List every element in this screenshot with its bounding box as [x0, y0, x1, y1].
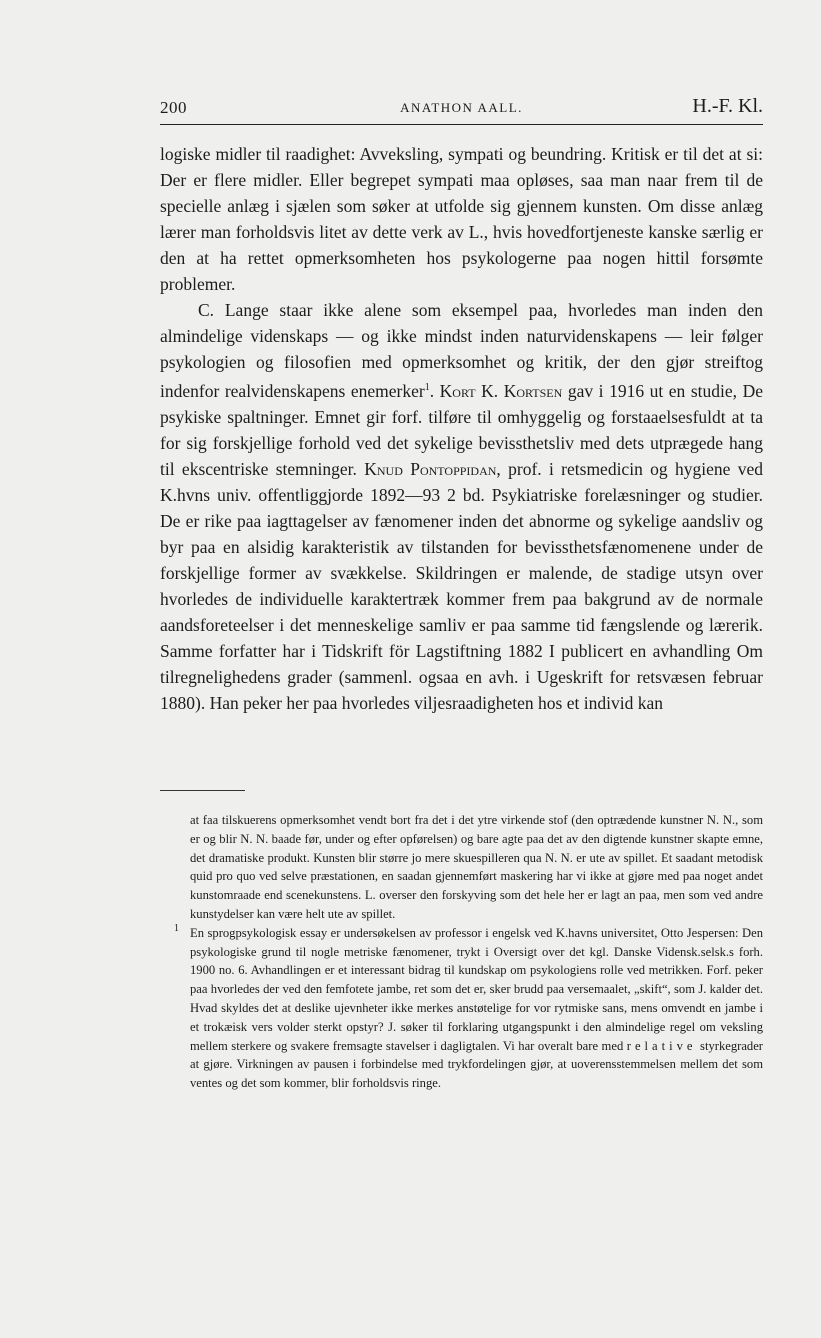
author-name-kortsen: Kort K. Kortsen: [439, 380, 563, 401]
section-mark: H.-F. Kl.: [692, 95, 763, 117]
page-number: 200: [160, 98, 187, 117]
paragraph-2-text-d: , prof. i retsmedicin og hygiene ved K.hvns univ. offentliggjorde 1892—93 2 bd. Psykiatriske forelæsninger og studier. De er rike paa iagttagelser av fænomener inden det abnorme og sykelige aandsliv og byr paa en alsidig karakteristik av tilstanden for bevissthetsfænomenene under de forskjellige former av svækkelse. Skildringen er malende, de stadige utsyn over hvorledes de individuelle karaktertræk kommer frem paa bakgrund av de normale aandsforeteelser i det menneskelige samliv er paa samme tid fængslende og lærerik. Samme forfatter har i Tidskrift för Lagstiftning 1882 I publicert en avhandling Om tilregnelighedens grader (sammenl. ogsaa en avh. i Ugeskrift for retsvæsen februar 1880). Han peker her paa hvorledes viljesraadigheten hos et individ kan: [160, 458, 763, 713]
footnote-divider: [160, 790, 245, 791]
paragraph-1: logiske midler til raadighet: Avveksling, sympati og beundring. Kritisk er til det at si: Der er flere midler. Eller begrepet sympati maa opløses, saa man naar frem til de specielle anlæg i sjælen som søker at utfolde sig gjennem kunsten. Om disse anlæg lærer man forholdsvis litet av dette verk av L., hvis hovedfortjeneste kanske særlig er den at ha rettet opmerksomheten hos psykologerne paa nogen hittil forsømte problemer.: [160, 144, 763, 294]
footnote-continuation: at faa tilskuerens opmerksomhet vendt bort fra det i det ytre virkende stof (den optrædende kunstner N. N., som er og blir N. N. baade før, under og efter opførelsen) og bare agte paa det av den digtende kunstner skapte emne, det dramatiske produkt. Kunsten blir større jo mere skuespilleren qua N. N. er ute av spillet. Et saadant metodisk quid pro quo ved selve præstationen, en saadan gjennemført maskering har vi ikke at gjøre med paa noget andet kunstomraade end scenekunstens. L. overser den forskyving som det hele her er lagt an paa, men som ved andre kunstydelser kan være helt ute av spillet.: [190, 813, 763, 921]
footnote-1-text-b: styrkegrader at gjøre. Virkningen av pausen i forbindelse med trykfordelingen gjør, at uoverensstemmelsen mellem det som ventes og det som kommer, blir forholdsvis ringe.: [190, 1038, 763, 1091]
running-head: ANATHON AALL.: [400, 100, 523, 115]
footnote-1: [160, 924, 763, 1093]
footnote-reference: 1: [424, 382, 430, 393]
paragraph-2-text-b: .: [429, 380, 440, 401]
main-text: [160, 141, 763, 716]
footnotes: [160, 811, 763, 1093]
author-name-pontoppidan: Knud Pontoppidan: [364, 458, 497, 479]
footnote-1-text-a: En sprogpsykologisk essay er undersøkelsen av professor i engelsk ved K.havns universitet, Otto Jespersen: Den psykologiske grund til nogle metriske fænomener, trykt i Oversigt over det kgl. Danske Vidensk.selsk.s forh. 1900 no. 6. Avhandlingen er et interessant bidrag til kundskap om psykologiens rolle ved metrikken. Forf. peker paa hvorledes der ved den femfotete jambe, ret som det er, sker brudd paa versemaalet, „skift“, som J. kalder det. Hvad skyldes det at deslike ujevnheter ikke merkes anstøtelige for vor rytmiske sans, mens omvendt en jambe i et trokæisk vers volder sterkt opstyr? J. søker til forklaring utgangspunkt i den almindelige regel om veksling mellem sterkere og svakere fremsagte stavelser i dagligtalen. Vi har overalt bare med: [190, 925, 763, 1053]
paragraph-2: [160, 297, 763, 716]
footnote-1-spaced-word: relative: [626, 1038, 697, 1053]
footnote-1-marker: 1: [174, 922, 179, 934]
paragraph-2-text-a: C. Lange staar ikke alene som eksempel paa, hvorledes man inden den almindelige videnskaps — og ikke mindst inden naturvidenskapens — leir følger psykologien og filosofien med opmerksomhet og kritik, der den gjør streiftog indenfor realvidenskapens enemerker: [160, 300, 763, 401]
page-header: [160, 96, 763, 125]
paragraph-2-text-c: gav i 1916 ut en studie, De psykiske spaltninger. Emnet gir forf. tilføre til omhyggelig og forstaaelsesfuldt at ta for sig forskjellige forhold ved det sykelige bevissthetsliv med dets utprægede hang til ekscentriske stemninger.: [160, 380, 763, 479]
